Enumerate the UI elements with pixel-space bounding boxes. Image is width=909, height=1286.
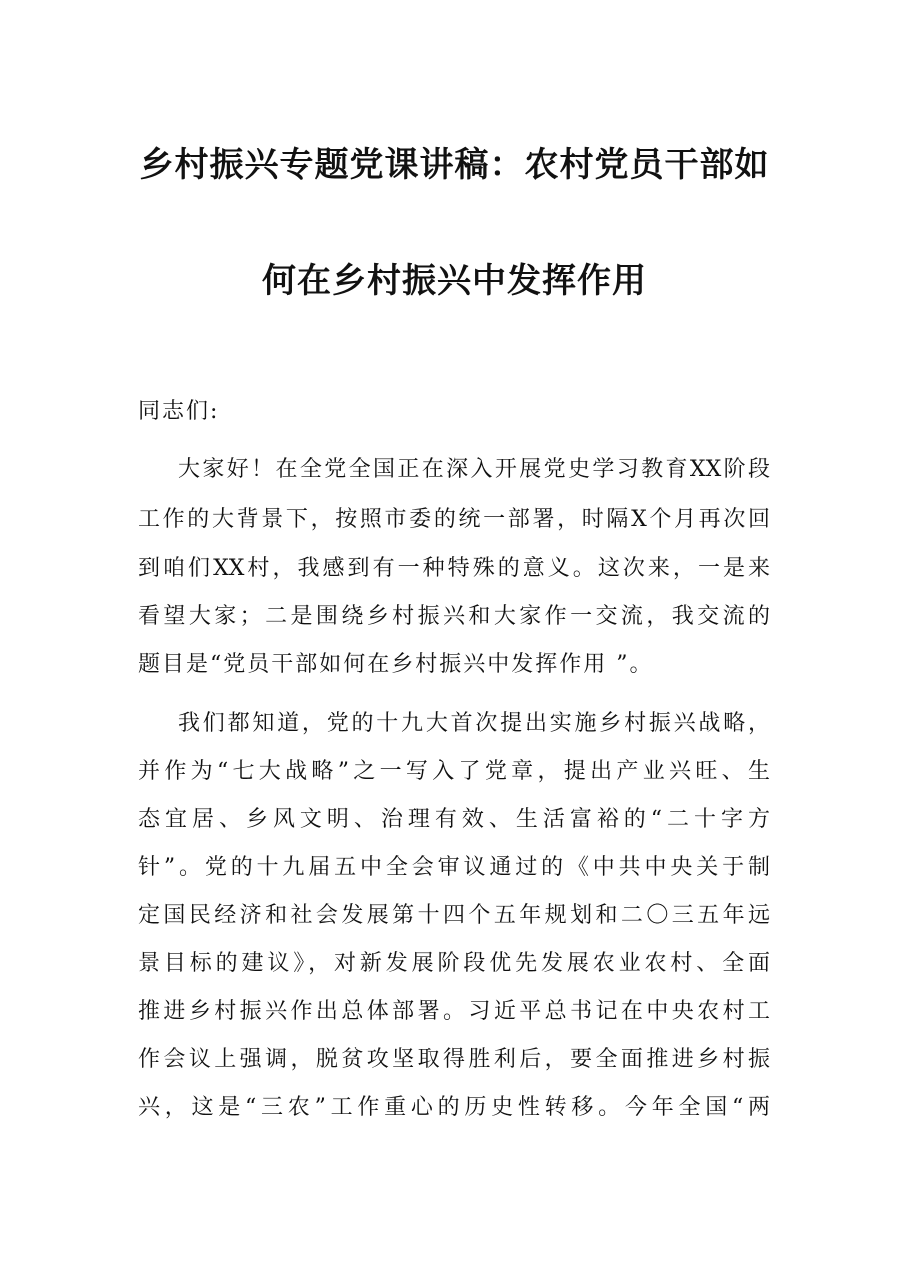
paragraph-1-line: 看望大家；二是围绕乡村振兴和大家作一交流，我交流的 (138, 604, 770, 629)
paragraph-2-line: 并作为“七大战略”之一写入了党章，提出产业兴旺、生 (138, 759, 770, 784)
paragraph-2-line: 推进乡村振兴作出总体部署。习近平总书记在中央农村工 (138, 999, 770, 1024)
paragraph-2-line: 态宜居、乡风文明、治理有效、生活富裕的“二十字方 (138, 807, 770, 832)
paragraph-1-line: 题目是“党员干部如何在乡村振兴中发挥作用 ”。 (138, 652, 654, 677)
document-title-line-1: 乡村振兴专题党课讲稿：农村党员干部如 (139, 145, 770, 185)
paragraph-2-line: 针”。党的十九届五中全会审议通过的《中共中央关于制 (138, 855, 770, 880)
paragraph-2-line: 定国民经济和社会发展第十四个五年规划和二〇三五年远 (138, 903, 770, 928)
paragraph-2-line: 兴，这是“三农”工作重心的历史性转移。今年全国“两 (138, 1095, 770, 1120)
paragraph-2-line: 我们都知道，党的十九大首次提出实施乡村振兴战略， (178, 711, 770, 736)
paragraph-1-line: 大家好！在全党全国正在深入开展党史学习教育XX阶段 (178, 457, 770, 482)
salutation: 同志们: (138, 399, 220, 424)
paragraph-2-line: 作会议上强调，脱贫攻坚取得胜利后，要全面推进乡村振 (138, 1047, 770, 1072)
paragraph-1-line: 工作的大背景下，按照市委的统一部署，时隔X个月再次回 (138, 507, 770, 532)
document-title-line-2: 何在乡村振兴中发挥作用 (262, 261, 647, 301)
paragraph-2-line: 景目标的建议》，对新发展阶段优先发展农业农村、全面 (138, 951, 770, 976)
paragraph-1-line: 到咱们XX村，我感到有一种特殊的意义。这次来，一是来 (138, 556, 770, 581)
